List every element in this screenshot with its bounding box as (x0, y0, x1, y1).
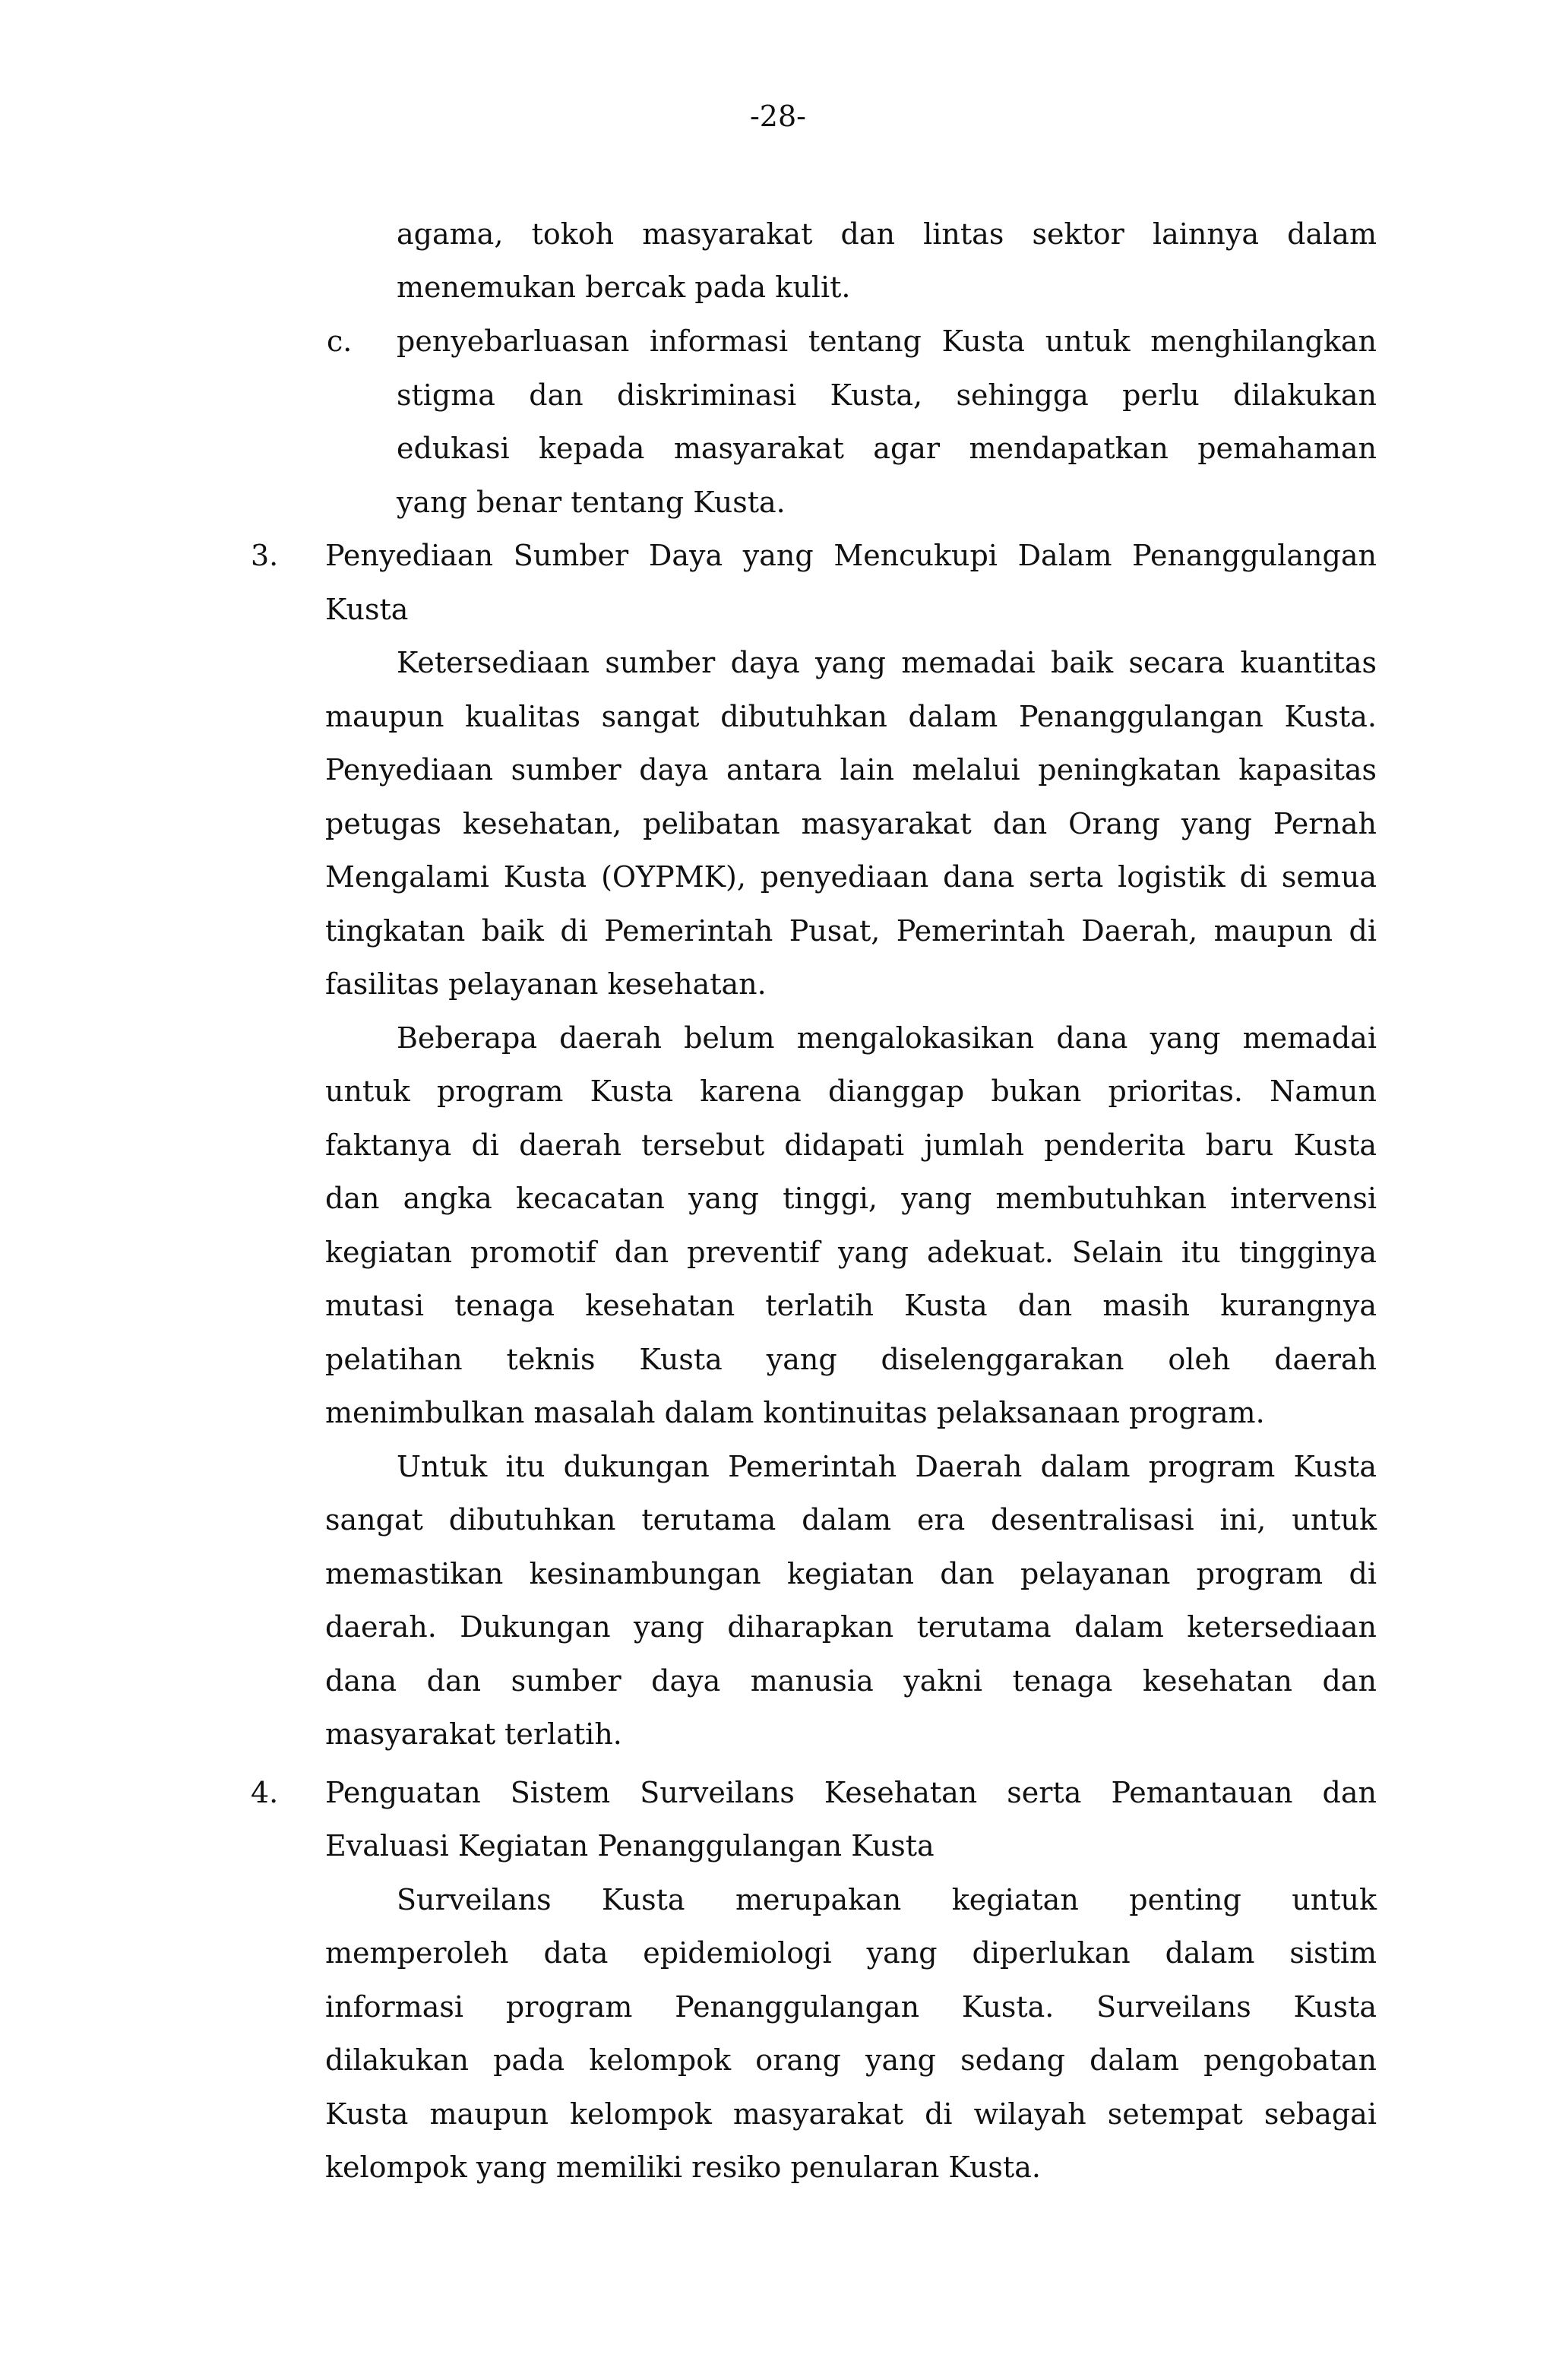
text-line: Beberapa daerah belum mengalokasikan dana yang memadai (397, 1021, 1377, 1055)
text-line: Kusta maupun kelompok masyarakat di wilayah setempat sebagai (325, 2097, 1377, 2131)
text-line: informasi program Penanggulangan Kusta. Surveilans Kusta (325, 1990, 1377, 2024)
section-heading-line: Penguatan Sistem Surveilans Kesehatan serta Pemantauan dan (325, 1776, 1377, 1809)
text-line: mutasi tenaga kesehatan terlatih Kusta dan masih kurangnya (325, 1289, 1377, 1322)
text-line: Penyediaan sumber daya antara lain melalui peningkatan kapasitas (325, 753, 1377, 786)
text-line: masyarakat terlatih. (325, 1717, 622, 1751)
text-line: daerah. Dukungan yang diharapkan terutama dalam ketersediaan (325, 1610, 1377, 1644)
text-line: memperoleh data epidemiologi yang diperlukan dalam sistim (325, 1936, 1377, 1970)
text-line: kelompok yang memiliki resiko penularan Kusta. (325, 2151, 1041, 2184)
text-line: sangat dibutuhkan terutama dalam era desentralisasi ini, untuk (325, 1503, 1377, 1537)
text-line: fasilitas pelayanan kesehatan. (325, 967, 767, 1001)
section-heading-line: Evaluasi Kegiatan Penanggulangan Kusta (325, 1829, 935, 1863)
text-line: kegiatan promotif dan preventif yang adekuat. Selain itu tingginya (325, 1236, 1377, 1269)
text-line: Untuk itu dukungan Pemerintah Daerah dalam program Kusta (397, 1450, 1377, 1483)
page-number: -28- (749, 100, 807, 133)
text-line: stigma dan diskriminasi Kusta, sehingga perlu dilakukan (397, 378, 1377, 412)
text-line: dilakukan pada kelompok orang yang sedang dalam pengobatan (325, 2043, 1377, 2077)
text-line: Ketersediaan sumber daya yang memadai baik secara kuantitas (397, 646, 1377, 679)
text-line: penyebarluasan informasi tentang Kusta untuk menghilangkan (397, 324, 1377, 358)
section-marker: 3. (251, 539, 279, 572)
section-heading-line: Kusta (325, 593, 409, 626)
text-line: yang benar tentang Kusta. (397, 486, 786, 519)
text-line: edukasi kepada masyarakat agar mendapatkan pemahaman (397, 432, 1377, 465)
text-line: pelatihan teknis Kusta yang diselenggarakan oleh daerah (325, 1343, 1377, 1376)
text-line: memastikan kesinambungan kegiatan dan pelayanan program di (325, 1557, 1377, 1590)
section-marker: 4. (251, 1776, 279, 1809)
list-marker: c. (327, 324, 353, 358)
section-heading-line: Penyediaan Sumber Daya yang Mencukupi Dalam Penanggulangan (325, 539, 1377, 572)
text-line: tingkatan baik di Pemerintah Pusat, Pemerintah Daerah, maupun di (325, 914, 1377, 948)
text-line: faktanya di daerah tersebut didapati jumlah penderita baru Kusta (325, 1128, 1377, 1162)
text-line: dan angka kecacatan yang tinggi, yang membutuhkan intervensi (325, 1182, 1377, 1215)
text-line: untuk program Kusta karena dianggap bukan prioritas. Namun (325, 1074, 1377, 1108)
text-line: menimbulkan masalah dalam kontinuitas pelaksanaan program. (325, 1396, 1265, 1429)
text-line: petugas kesehatan, pelibatan masyarakat dan Orang yang Pernah (325, 807, 1377, 840)
text-line: agama, tokoh masyarakat dan lintas sektor lainnya dalam (397, 217, 1377, 251)
text-line: maupun kualitas sangat dibutuhkan dalam Penanggulangan Kusta. (325, 700, 1377, 733)
text-line: dana dan sumber daya manusia yakni tenaga kesehatan dan (325, 1664, 1377, 1698)
text-line: menemukan bercak pada kulit. (397, 271, 851, 304)
text-line: Surveilans Kusta merupakan kegiatan penting untuk (397, 1883, 1377, 1916)
text-line: Mengalami Kusta (OYPMK), penyediaan dana serta logistik di semua (325, 860, 1377, 894)
